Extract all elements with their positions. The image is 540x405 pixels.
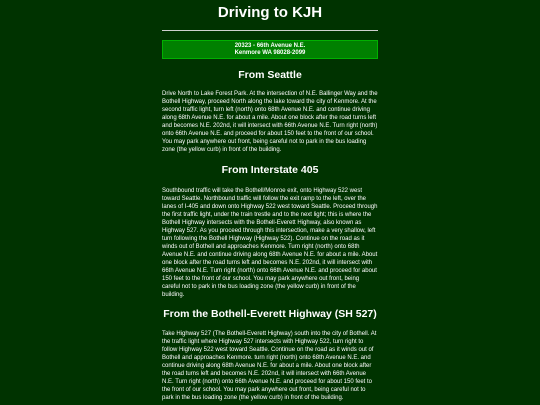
section-text-from-bothell-everett-highway: Take Highway 527 (The Bothell-Everett Highway) south into the city of Bothell. At the traffic light where Highway 527 intersects with Highway 522, turn right to follow Highway 522 west toward Seattle. Continue on the road as it winds out of Bothell and approaches Kenmore. turn right (north) onto 68th Avenue N.E. and continue driving along 68th Avenue N.E. for about a mile. About one block after the road turns left and becomes N.E. 202nd, it will intersect with 66th Avenue N.E. Turn right (north) onto 66th Avenue N.E. and proceed for about 150 feet to the front of our school. You may park anywhere out front, being careful not to park in the bus loading zone (the yellow curb) in front of the building. — [162, 331, 377, 401]
address-line-2: Kenmore WA 98028-2099 — [234, 50, 306, 56]
page-title: Driving to KJH — [217, 4, 323, 21]
section-heading-from-interstate-405: From Interstate 405 — [221, 164, 319, 176]
section-text-from-interstate-405: Southbound traffic will take the Bothell/Monroe exit, onto Highway 522 west toward Seattle. Northbound traffic will follow the exit ramp to the left, over the lanes of I-405 and down onto Highway 522 west toward Seattle. Proceed through the first traffic light, under the train trestle and to the next light; this is where the Bothell Highway intersects with the Bothell-Everett Highway, also known as Highway 527. As you proceed through this intersection, make a very shallow, left turn following the Bothell Highway (Highway 522). Continue on the road as it winds out of Bothell and approaches Kenmore. Turn right (north) onto 68th Avenue N.E. and continue driving along 68th Avenue N.E. for about a mile. About one block after the road turns left and becomes N.E. 202nd, it will intersect with 66th Avenue N.E. Turn right (north) onto 66th Avenue N.E. and proceed for about 150 feet to the front of our school. You may park anywhere out front, being careful not to park in the bus loading zone (the yellow curb) in front of the building. — [162, 188, 378, 298]
section-text-from-seattle: Drive North to Lake Forest Park. At the intersection of N.E. Ballinger Way and the Bothell Highway, proceed North along the lake toward the city of Kenmore. At the second traffic light, turn left (north) onto 68th Avenue N.E. and continue driving along 68th Avenue N.E. for about a mile. About one block after the road turns left and becomes N.E. 202nd, it will intersect with 66th Avenue N.E. Turn right (north) onto 66th Avenue N.E. and proceed for about 150 feet to the front of our school. You may park anywhere out front, being careful not to park in the bus loading zone (the yellow curb) in front of the building. — [162, 91, 378, 153]
section-heading-from-bothell-everett-highway: From the Bothell-Everett Highway (SH 527) — [163, 308, 377, 320]
title-divider — [162, 30, 378, 31]
address-line-1: 20323 - 66th Avenue N.E. — [234, 43, 306, 49]
section-heading-from-seattle: From Seattle — [238, 69, 302, 81]
content-column — [162, 0, 378, 402]
address-box — [162, 40, 378, 59]
